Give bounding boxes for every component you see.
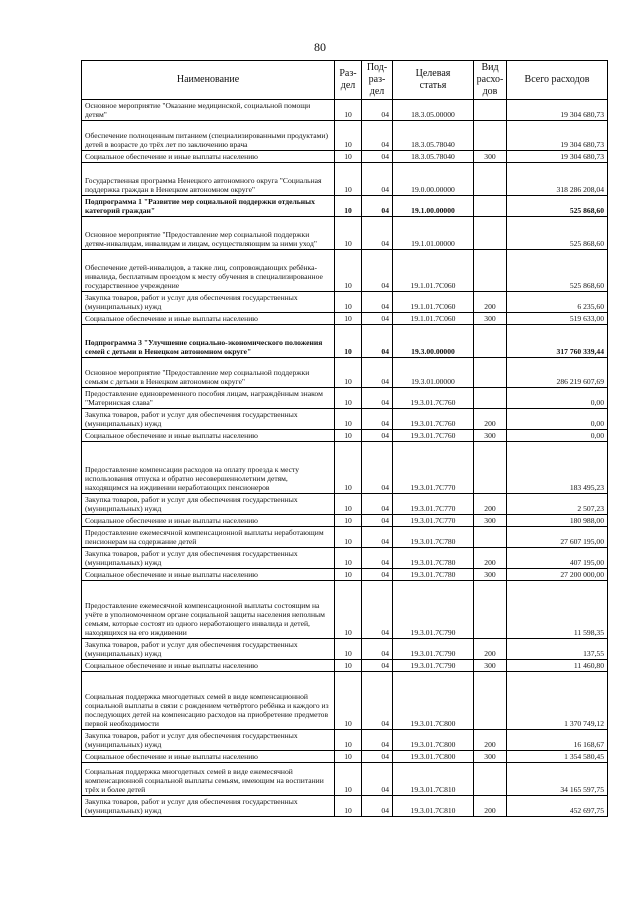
row-expense-type: 200: [474, 292, 507, 313]
row-razdel: 10: [335, 388, 362, 409]
row-expense-type: 200: [474, 796, 507, 817]
row-razdel: 10: [335, 660, 362, 672]
row-razdel: 10: [335, 581, 362, 639]
row-total: 6 235,60: [507, 292, 608, 313]
row-podrazdel: 04: [362, 639, 393, 660]
table-row: [82, 569, 608, 581]
row-target-article: 18.3.05.78040: [393, 151, 474, 163]
row-total: 137,55: [507, 639, 608, 660]
table-row: [82, 515, 608, 527]
row-target-article: 19.3.01.7С810: [393, 763, 474, 796]
row-expense-type: 300: [474, 313, 507, 325]
row-razdel: 10: [335, 430, 362, 442]
row-name: Обеспечение детей-инвалидов, а также лиц, сопровождающих ребёнка-инвалида, бесплатным проездом к месту обучения в специализированное государственное учреждение: [82, 250, 335, 292]
row-total: 0,00: [507, 430, 608, 442]
row-expense-type: [474, 581, 507, 639]
row-name: Основное мероприятие "Предоставление мер социальной поддержки семьям с детьми в Ненецком автономном округе": [82, 358, 335, 388]
row-expense-type: [474, 442, 507, 494]
row-podrazdel: 04: [362, 151, 393, 163]
row-total: 318 286 208,04: [507, 163, 608, 196]
row-expense-type: [474, 121, 507, 151]
row-podrazdel: 04: [362, 430, 393, 442]
row-name: Закупка товаров, работ и услуг для обеспечения государственных (муниципальных) нужд: [82, 409, 335, 430]
row-razdel: 10: [335, 515, 362, 527]
page-number: 80: [314, 40, 326, 54]
row-razdel: 10: [335, 527, 362, 548]
row-podrazdel: 04: [362, 313, 393, 325]
row-total: 27 607 195,00: [507, 527, 608, 548]
row-name: Предоставление компенсации расходов на оплату проезда к месту использования отпуска и обратно несовершеннолетним детям, находящимся на иждивении неработающих пенсионеров: [82, 442, 335, 494]
row-name: Социальное обеспечение и иные выплаты населению: [82, 313, 335, 325]
row-name: Социальное обеспечение и иные выплаты населению: [82, 660, 335, 672]
row-expense-type: 300: [474, 751, 507, 763]
row-total: 19 304 680,73: [507, 151, 608, 163]
row-name: Подпрограмма 3 "Улучшение социально-экономического положения семей с детьми в Ненецком автономном округе": [82, 325, 335, 358]
row-podrazdel: 04: [362, 217, 393, 250]
row-target-article: 19.3.01.7С810: [393, 796, 474, 817]
row-target-article: 18.3.05.00000: [393, 100, 474, 121]
row-podrazdel: 04: [362, 409, 393, 430]
row-expense-type: [474, 358, 507, 388]
table-row: [82, 100, 608, 121]
table-row: [82, 527, 608, 548]
row-expense-type: [474, 527, 507, 548]
row-total: 19 304 680,73: [507, 100, 608, 121]
row-name: Государственная программа Ненецкого автономного округа "Социальная поддержка граждан в Ненецком автономном округе": [82, 163, 335, 196]
row-target-article: 19.3.01.7С780: [393, 527, 474, 548]
table-row: [82, 494, 608, 515]
row-expense-type: 300: [474, 151, 507, 163]
row-podrazdel: 04: [362, 358, 393, 388]
row-name: Социальная поддержка многодетных семей в виде компенсационной социальной выплаты в связи с рождением четвёртого ребёнка и каждого из последующих детей на компенсацию расходов на приобретение предметов первой необходимости: [82, 672, 335, 730]
table-row: [82, 639, 608, 660]
table-row: [82, 250, 608, 292]
row-total: 1 370 749,12: [507, 672, 608, 730]
table-row: [82, 163, 608, 196]
row-razdel: 10: [335, 250, 362, 292]
header-name: Наименование: [82, 61, 335, 100]
table-row: [82, 313, 608, 325]
row-target-article: 19.1.00.00000: [393, 196, 474, 217]
table-row: [82, 196, 608, 217]
table-row: [82, 796, 608, 817]
table-body: [82, 100, 608, 817]
row-name: Закупка товаров, работ и услуг для обеспечения государственных (муниципальных) нужд: [82, 730, 335, 751]
row-total: 286 219 607,69: [507, 358, 608, 388]
row-expense-type: 300: [474, 515, 507, 527]
row-razdel: 10: [335, 796, 362, 817]
row-total: 183 495,23: [507, 442, 608, 494]
row-podrazdel: 04: [362, 100, 393, 121]
row-razdel: 10: [335, 494, 362, 515]
row-name: Основное мероприятие "Предоставление мер социальной поддержки детям-инвалидам, инвалидам и лицам, осуществляющим за ними уход": [82, 217, 335, 250]
row-expense-type: [474, 163, 507, 196]
row-podrazdel: 04: [362, 527, 393, 548]
row-name: Предоставление ежемесячной компенсационной выплаты неработающим пенсионерам на содержание детей: [82, 527, 335, 548]
row-razdel: 10: [335, 442, 362, 494]
row-podrazdel: 04: [362, 730, 393, 751]
row-razdel: 10: [335, 730, 362, 751]
table-row: [82, 430, 608, 442]
table-header-row: [82, 61, 608, 100]
row-target-article: 19.3.01.7С770: [393, 515, 474, 527]
row-razdel: 10: [335, 121, 362, 151]
row-name: Социальное обеспечение и иные выплаты населению: [82, 151, 335, 163]
row-expense-type: [474, 100, 507, 121]
table-row: [82, 325, 608, 358]
row-name: Обеспечение полноценным питанием (специализированными продуктами) детей в возрасте до трёх лет по заключению врача: [82, 121, 335, 151]
row-name: Социальная поддержка многодетных семей в виде ежемесячной компенсационной социальной выплаты семьям, имеющим на воспитании трёх и более детей: [82, 763, 335, 796]
header-target-article: Целевая статья: [393, 61, 474, 100]
row-expense-type: 200: [474, 494, 507, 515]
table-row: [82, 660, 608, 672]
row-total: 317 760 339,44: [507, 325, 608, 358]
table-row: [82, 581, 608, 639]
row-target-article: 19.3.01.00000: [393, 358, 474, 388]
header-total: Всего расходов: [507, 61, 608, 100]
row-expense-type: [474, 250, 507, 292]
row-target-article: 19.3.01.7С800: [393, 751, 474, 763]
row-target-article: 19.3.01.7С790: [393, 639, 474, 660]
row-total: 407 195,00: [507, 548, 608, 569]
row-podrazdel: 04: [362, 569, 393, 581]
row-total: 525 868,60: [507, 196, 608, 217]
row-name: Закупка товаров, работ и услуг для обеспечения государственных (муниципальных) нужд: [82, 639, 335, 660]
row-name: Предоставление ежемесячной компенсационной выплаты состоящим на учёте в уполномоченном органе социальной защиты населения неполным семьям, которые состоят из одного неработающего инвалида и детей, находящихся на его иждивении: [82, 581, 335, 639]
table-row: [82, 292, 608, 313]
row-total: 27 200 000,00: [507, 569, 608, 581]
row-razdel: 10: [335, 763, 362, 796]
row-podrazdel: 04: [362, 515, 393, 527]
row-name: Закупка товаров, работ и услуг для обеспечения государственных (муниципальных) нужд: [82, 796, 335, 817]
row-razdel: 10: [335, 151, 362, 163]
budget-table: [81, 60, 608, 817]
row-razdel: 10: [335, 217, 362, 250]
header-expense-type: Вид расхо- дов: [474, 61, 507, 100]
row-expense-type: 200: [474, 730, 507, 751]
row-expense-type: 200: [474, 548, 507, 569]
row-razdel: 10: [335, 672, 362, 730]
table-row: [82, 730, 608, 751]
row-podrazdel: 04: [362, 672, 393, 730]
table-row: [82, 442, 608, 494]
row-target-article: 19.1.01.7С060: [393, 313, 474, 325]
row-razdel: 10: [335, 196, 362, 217]
row-podrazdel: 04: [362, 796, 393, 817]
row-expense-type: [474, 763, 507, 796]
row-razdel: 10: [335, 358, 362, 388]
row-target-article: 19.1.01.7С060: [393, 292, 474, 313]
row-razdel: 10: [335, 325, 362, 358]
row-razdel: 10: [335, 409, 362, 430]
row-podrazdel: 04: [362, 660, 393, 672]
row-expense-type: [474, 217, 507, 250]
row-expense-type: 300: [474, 430, 507, 442]
header-razdel: Раз- дел: [335, 61, 362, 100]
row-podrazdel: 04: [362, 325, 393, 358]
header-podrazdel: Под- раз- дел: [362, 61, 393, 100]
row-target-article: 19.3.01.7С760: [393, 409, 474, 430]
row-name: Социальное обеспечение и иные выплаты населению: [82, 430, 335, 442]
row-podrazdel: 04: [362, 292, 393, 313]
row-total: 11 598,35: [507, 581, 608, 639]
row-target-article: 18.3.05.78040: [393, 121, 474, 151]
row-podrazdel: 04: [362, 196, 393, 217]
row-name: Закупка товаров, работ и услуг для обеспечения государственных (муниципальных) нужд: [82, 494, 335, 515]
row-expense-type: [474, 325, 507, 358]
row-target-article: 19.1.01.00000: [393, 217, 474, 250]
row-razdel: 10: [335, 751, 362, 763]
table-row: [82, 548, 608, 569]
row-podrazdel: 04: [362, 163, 393, 196]
row-name: Закупка товаров, работ и услуг для обеспечения государственных (муниципальных) нужд: [82, 292, 335, 313]
row-razdel: 10: [335, 569, 362, 581]
row-total: 180 988,00: [507, 515, 608, 527]
table-row: [82, 763, 608, 796]
row-target-article: 19.3.01.7С800: [393, 672, 474, 730]
row-expense-type: 300: [474, 569, 507, 581]
row-podrazdel: 04: [362, 763, 393, 796]
row-name: Социальное обеспечение и иные выплаты населению: [82, 751, 335, 763]
row-total: 0,00: [507, 388, 608, 409]
row-target-article: 19.1.01.7С060: [393, 250, 474, 292]
table-row: [82, 151, 608, 163]
row-podrazdel: 04: [362, 442, 393, 494]
row-total: 525 868,60: [507, 250, 608, 292]
row-total: 34 165 597,75: [507, 763, 608, 796]
table-row: [82, 751, 608, 763]
row-target-article: 19.3.01.7С780: [393, 569, 474, 581]
row-expense-type: [474, 196, 507, 217]
row-podrazdel: 04: [362, 250, 393, 292]
row-name: Подпрограмма 1 "Развитие мер социальной поддержки отдельных категорий граждан": [82, 196, 335, 217]
row-target-article: 19.3.01.7С760: [393, 388, 474, 409]
table-row: [82, 409, 608, 430]
row-expense-type: [474, 672, 507, 730]
row-total: 452 697,75: [507, 796, 608, 817]
row-razdel: 10: [335, 292, 362, 313]
row-podrazdel: 04: [362, 581, 393, 639]
row-expense-type: 200: [474, 639, 507, 660]
table-row: [82, 358, 608, 388]
row-name: Социальное обеспечение и иные выплаты населению: [82, 569, 335, 581]
row-total: 11 460,80: [507, 660, 608, 672]
row-target-article: 19.3.01.7С760: [393, 430, 474, 442]
table-row: [82, 672, 608, 730]
row-podrazdel: 04: [362, 388, 393, 409]
row-target-article: 19.0.00.00000: [393, 163, 474, 196]
table-row: [82, 121, 608, 151]
row-expense-type: 300: [474, 660, 507, 672]
row-total: 16 168,67: [507, 730, 608, 751]
row-target-article: 19.3.01.7С780: [393, 548, 474, 569]
row-expense-type: 200: [474, 409, 507, 430]
row-target-article: 19.3.00.00000: [393, 325, 474, 358]
row-razdel: 10: [335, 100, 362, 121]
row-total: 19 304 680,73: [507, 121, 608, 151]
row-total: 525 868,60: [507, 217, 608, 250]
row-target-article: 19.3.01.7С790: [393, 660, 474, 672]
table-row: [82, 217, 608, 250]
row-total: 2 507,23: [507, 494, 608, 515]
row-target-article: 19.3.01.7С790: [393, 581, 474, 639]
row-total: 519 633,00: [507, 313, 608, 325]
row-name: Социальное обеспечение и иные выплаты населению: [82, 515, 335, 527]
row-target-article: 19.3.01.7С770: [393, 442, 474, 494]
row-razdel: 10: [335, 639, 362, 660]
row-name: Основное мероприятие "Оказание медицинской, социальной помощи детям": [82, 100, 335, 121]
row-podrazdel: 04: [362, 751, 393, 763]
row-podrazdel: 04: [362, 548, 393, 569]
row-podrazdel: 04: [362, 494, 393, 515]
row-name: Предоставление единовременного пособия лицам, награждённым знаком "Материнская слава": [82, 388, 335, 409]
row-razdel: 10: [335, 548, 362, 569]
row-total: 1 354 580,45: [507, 751, 608, 763]
row-expense-type: [474, 388, 507, 409]
table-row: [82, 388, 608, 409]
row-name: Закупка товаров, работ и услуг для обеспечения государственных (муниципальных) нужд: [82, 548, 335, 569]
row-target-article: 19.3.01.7С770: [393, 494, 474, 515]
row-podrazdel: 04: [362, 121, 393, 151]
row-total: 0,00: [507, 409, 608, 430]
row-razdel: 10: [335, 313, 362, 325]
row-target-article: 19.3.01.7С800: [393, 730, 474, 751]
row-razdel: 10: [335, 163, 362, 196]
